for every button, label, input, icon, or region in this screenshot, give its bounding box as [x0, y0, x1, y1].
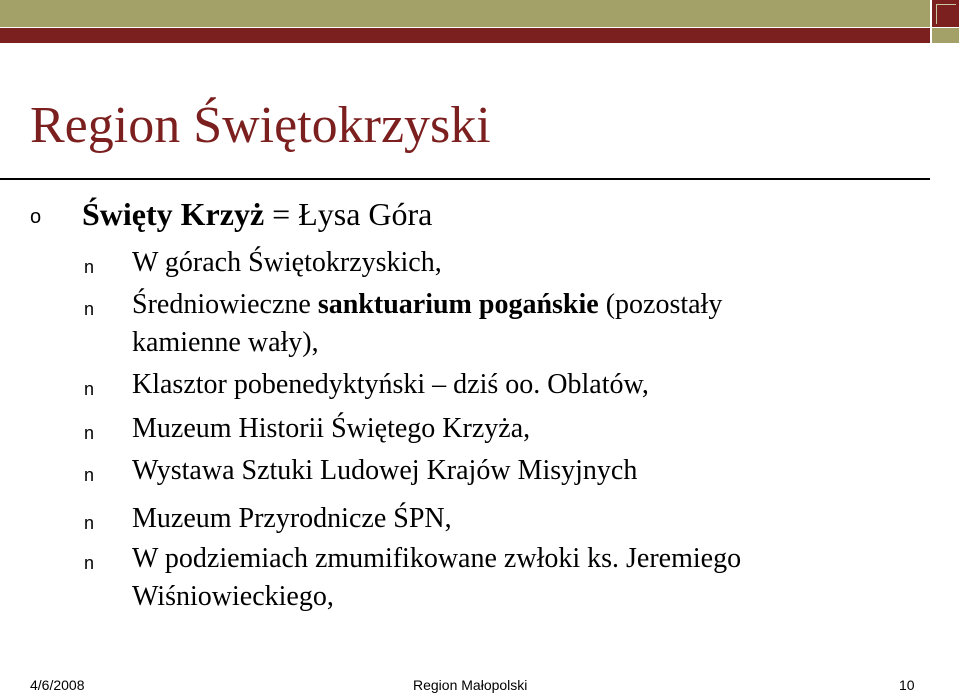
sub-bullet-part: Średniowieczne: [132, 289, 318, 320]
sub-bullet-part: W podziemiach zmumifikowane zwłoki ks. Jeremiego: [132, 543, 742, 574]
top-olive-bar: [0, 0, 930, 27]
main-bullet-text: [82, 196, 432, 233]
main-bullet-rest: = Łysa Góra: [264, 196, 433, 232]
footer-center: Region Małopolski: [413, 677, 528, 693]
sub-bullet-part: W górach Świętokrzyskich,: [132, 247, 442, 278]
main-bullet-bold: Święty Krzyż: [82, 196, 265, 232]
sub-bullet-bold-part: sanktuarium pogańskie: [317, 289, 599, 320]
footer-date: 4/6/2008: [30, 677, 85, 693]
top-red-bar: [0, 28, 930, 43]
sub-bullet-marker: n: [84, 257, 95, 277]
sub-bullet-part: Wystawa Sztuki Ludowej Krajów Misyjnych: [132, 455, 638, 486]
sub-bullet-marker: n: [84, 423, 95, 443]
sub-bullet-text: [132, 500, 892, 538]
sub-bullet-text: [132, 244, 892, 282]
sub-bullet-text: [132, 286, 892, 362]
corner-olive-square: [932, 28, 959, 43]
sub-bullet-part: (pozostały: [598, 289, 723, 320]
sub-bullet-part: Klasztor pobenedyktyński – dziś oo. Oblatów,: [132, 369, 649, 400]
footer-page-number: 10: [899, 677, 915, 693]
slide-title: Region Świętokrzyski: [30, 97, 491, 154]
sub-bullet-marker: n: [84, 513, 95, 533]
sub-bullet-text: [132, 366, 892, 404]
sub-bullet-marker: n: [84, 465, 95, 485]
sub-bullet-continuation: Wiśniowieckiego,: [132, 581, 334, 612]
title-divider: [0, 178, 930, 180]
bullet-marker: o: [30, 206, 42, 228]
sub-bullet-text: [132, 540, 892, 616]
sub-bullet-text: [132, 452, 892, 490]
sub-bullet-text: [132, 410, 892, 448]
sub-bullet-part: Muzeum Historii Świętego Krzyża,: [132, 413, 531, 444]
sub-bullet-marker: n: [84, 553, 95, 573]
sub-bullet-marker: n: [84, 379, 95, 399]
sub-bullet-continuation: kamienne wały),: [132, 327, 319, 358]
sub-bullet-marker: n: [84, 299, 95, 319]
corner-red-square: [932, 0, 959, 27]
sub-bullet-part: Muzeum Przyrodnicze ŚPN,: [132, 503, 452, 534]
